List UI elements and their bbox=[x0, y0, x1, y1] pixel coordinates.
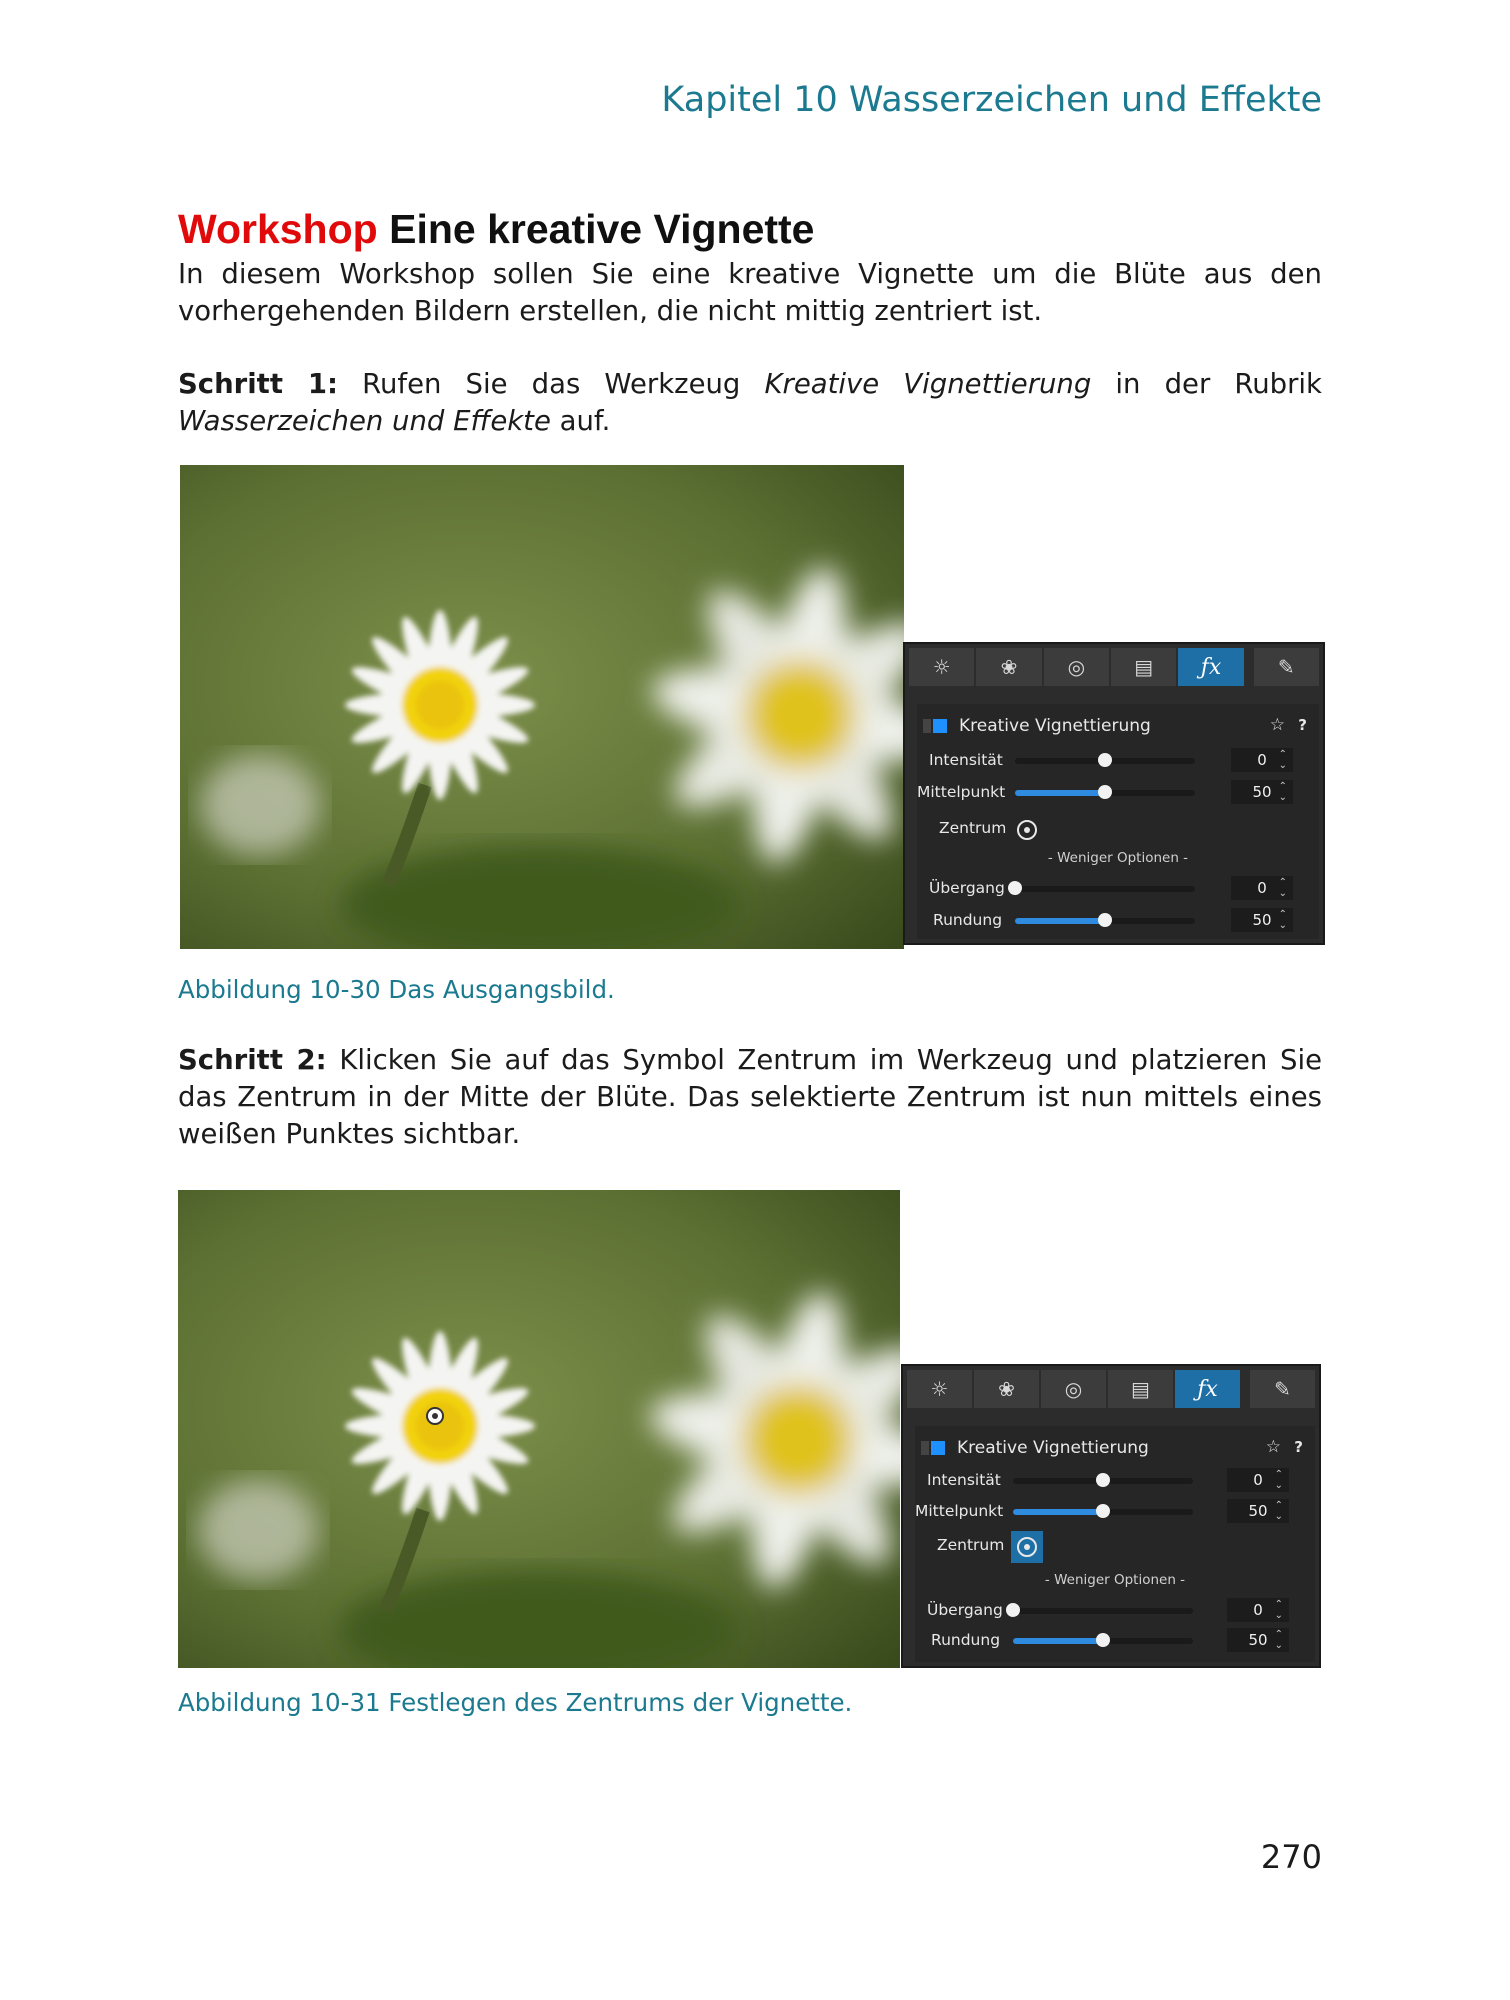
slider-row-mittelpunkt bbox=[917, 780, 1319, 804]
color-circles-icon[interactable]: ❀ bbox=[976, 648, 1041, 686]
tool-title: Kreative Vignettierung bbox=[959, 716, 1151, 736]
roundness-value-field[interactable] bbox=[1227, 1628, 1289, 1652]
zentrum-label: Zentrum bbox=[937, 1536, 1005, 1554]
value-text: 50 bbox=[1252, 783, 1272, 801]
step1-tool-name: Kreative Vignettierung bbox=[764, 368, 1092, 400]
tone-dial-icon[interactable]: ◎ bbox=[1041, 1370, 1106, 1408]
stepper-icon[interactable]: ⌃ ⌄ bbox=[1274, 1500, 1283, 1522]
panel-tabs bbox=[907, 1370, 1315, 1408]
daisy-photo-1 bbox=[180, 465, 904, 949]
midpoint-slider[interactable] bbox=[1013, 1509, 1193, 1515]
slider-row-intensitaet bbox=[917, 748, 1319, 772]
intro-paragraph: In diesem Workshop sollen Sie eine kreative Vignette um die Blüte aus den vorhergehenden Bildern erstellen, die nicht mittig zentriert ist. bbox=[178, 258, 1322, 327]
slider-knob[interactable] bbox=[1096, 1473, 1110, 1487]
midpoint-value-field[interactable] bbox=[1227, 1499, 1289, 1523]
step1-text-3: auf. bbox=[550, 405, 611, 437]
value-text: 0 bbox=[1257, 751, 1267, 769]
step2-label: Schritt 2: bbox=[178, 1044, 327, 1076]
zentrum-row bbox=[915, 1530, 1315, 1560]
color-circles-icon[interactable]: ❀ bbox=[974, 1370, 1039, 1408]
slider-label: Rundung bbox=[931, 1631, 1001, 1649]
stepper-icon[interactable]: ⌃ ⌄ bbox=[1274, 1469, 1283, 1491]
roundness-value-field[interactable] bbox=[1231, 908, 1293, 932]
fx-icon[interactable]: ƒx bbox=[1175, 1370, 1240, 1408]
slider-label: Übergang bbox=[927, 1601, 1003, 1619]
tab-separator bbox=[1242, 1370, 1248, 1408]
slider-fill bbox=[1015, 790, 1105, 796]
daisy-photo-1-art bbox=[180, 465, 904, 949]
intensity-value-field[interactable] bbox=[1231, 748, 1293, 772]
stepper-icon[interactable]: ⌃ ⌄ bbox=[1278, 877, 1287, 899]
transition-slider[interactable] bbox=[1015, 886, 1195, 892]
slider-knob[interactable] bbox=[1098, 913, 1112, 927]
chapter-header: Kapitel 10 Wasserzeichen und Effekte bbox=[661, 80, 1322, 120]
stepper-icon[interactable]: ⌃ ⌄ bbox=[1274, 1599, 1283, 1621]
tab-separator bbox=[1246, 648, 1252, 686]
step1-label: Schritt 1: bbox=[178, 368, 339, 400]
midpoint-slider[interactable] bbox=[1015, 790, 1195, 796]
slider-row-uebergang bbox=[917, 876, 1319, 900]
figure-caption-2: Abbildung 10-31 Festlegen des Zentrums der Vignette. bbox=[178, 1688, 853, 1717]
zentrum-button-selected[interactable] bbox=[1011, 1531, 1043, 1563]
tool-enable-checkbox[interactable] bbox=[931, 1441, 945, 1455]
brush-icon[interactable]: ✎ bbox=[1254, 648, 1319, 686]
heading-title: Eine kreative Vignette bbox=[389, 206, 815, 252]
slider-label: Mittelpunkt bbox=[915, 1502, 1004, 1520]
frame-icon[interactable]: ▤ bbox=[1111, 648, 1176, 686]
daisy-photo-2-art bbox=[178, 1190, 900, 1668]
value-text: 50 bbox=[1248, 1631, 1268, 1649]
value-text: 0 bbox=[1257, 879, 1267, 897]
step2-text: Klicken Sie auf das Symbol Zentrum im Werkzeug und platzieren Sie das Zentrum in der Mitte der Blüte. Das selektierte Zentrum ist nun mittels eines weißen Punktes sichtbar. bbox=[178, 1044, 1322, 1150]
roundness-slider[interactable] bbox=[1013, 1638, 1193, 1644]
slider-row-intensitaet bbox=[915, 1468, 1315, 1492]
daisy-photo-2 bbox=[178, 1190, 900, 1668]
step2-paragraph bbox=[178, 1042, 1322, 1153]
slider-row-rundung bbox=[915, 1628, 1315, 1652]
slider-label: Mittelpunkt bbox=[917, 783, 1006, 801]
target-icon bbox=[1017, 1537, 1037, 1557]
slider-row-mittelpunkt bbox=[915, 1499, 1315, 1523]
tool-header bbox=[925, 1436, 1307, 1462]
slider-knob[interactable] bbox=[1098, 753, 1112, 767]
transition-value-field[interactable] bbox=[1227, 1598, 1289, 1622]
tool-body bbox=[917, 704, 1319, 939]
tool-header bbox=[927, 714, 1311, 740]
vignette-panel-1 bbox=[903, 642, 1325, 945]
figure-caption-1: Abbildung 10-30 Das Ausgangsbild. bbox=[178, 975, 615, 1004]
panel-tabs bbox=[909, 648, 1319, 686]
sun-icon[interactable]: ☼ bbox=[907, 1370, 972, 1408]
step1-text-2: in der Rubrik bbox=[1091, 368, 1322, 400]
slider-knob[interactable] bbox=[1096, 1504, 1110, 1518]
transition-value-field[interactable] bbox=[1231, 876, 1293, 900]
value-text: 0 bbox=[1253, 1471, 1263, 1489]
step1-paragraph bbox=[178, 366, 1322, 440]
slider-knob[interactable] bbox=[1096, 1633, 1110, 1647]
target-icon bbox=[1017, 820, 1037, 840]
step1-text-1: Rufen Sie das Werkzeug bbox=[338, 368, 765, 400]
slider-knob[interactable] bbox=[1008, 881, 1022, 895]
slider-row-uebergang bbox=[915, 1598, 1315, 1622]
zentrum-row bbox=[917, 814, 1319, 844]
less-options-toggle[interactable]: - Weniger Optionen - bbox=[1047, 850, 1189, 866]
tool-body bbox=[915, 1426, 1315, 1662]
fx-icon[interactable]: ƒx bbox=[1178, 648, 1243, 686]
slider-knob[interactable] bbox=[1098, 785, 1112, 799]
favorite-star-icon[interactable]: ☆ bbox=[1265, 1437, 1281, 1457]
step1-category-name: Wasserzeichen und Effekte bbox=[178, 405, 551, 437]
slider-row-rundung bbox=[917, 908, 1319, 932]
value-text: 50 bbox=[1252, 911, 1272, 929]
intensity-slider[interactable] bbox=[1013, 1478, 1193, 1484]
slider-label: Intensität bbox=[929, 751, 1003, 769]
roundness-slider[interactable] bbox=[1015, 918, 1195, 924]
slider-fill bbox=[1015, 918, 1105, 924]
stepper-icon[interactable]: ⌃ ⌄ bbox=[1274, 1629, 1283, 1651]
slider-label: Übergang bbox=[929, 879, 1005, 897]
slider-fill bbox=[1013, 1638, 1103, 1644]
tool-title: Kreative Vignettierung bbox=[957, 1438, 1149, 1458]
favorite-star-icon[interactable]: ☆ bbox=[1269, 715, 1285, 735]
help-icon[interactable]: ? bbox=[1294, 1438, 1303, 1456]
slider-knob[interactable] bbox=[1006, 1603, 1020, 1617]
tone-dial-icon[interactable]: ◎ bbox=[1044, 648, 1109, 686]
slider-label: Rundung bbox=[933, 911, 1003, 929]
transition-slider[interactable] bbox=[1013, 1608, 1193, 1614]
value-text: 50 bbox=[1248, 1502, 1268, 1520]
midpoint-value-field[interactable] bbox=[1231, 780, 1293, 804]
help-icon[interactable]: ? bbox=[1298, 716, 1307, 734]
vignette-panel-2 bbox=[901, 1364, 1321, 1668]
intensity-slider[interactable] bbox=[1015, 758, 1195, 764]
heading-prefix: Workshop bbox=[178, 206, 378, 252]
stepper-icon[interactable]: ⌃ ⌄ bbox=[1278, 749, 1287, 771]
stepper-icon[interactable]: ⌃ ⌄ bbox=[1278, 781, 1287, 803]
intensity-value-field[interactable] bbox=[1227, 1468, 1289, 1492]
brush-icon[interactable]: ✎ bbox=[1250, 1370, 1315, 1408]
tool-enable-checkbox[interactable] bbox=[933, 719, 947, 733]
stepper-icon[interactable]: ⌃ ⌄ bbox=[1278, 909, 1287, 931]
value-text: 0 bbox=[1253, 1601, 1263, 1619]
frame-icon[interactable]: ▤ bbox=[1108, 1370, 1173, 1408]
page-number: 270 bbox=[1260, 1838, 1322, 1876]
sun-icon[interactable]: ☼ bbox=[909, 648, 974, 686]
section-heading bbox=[178, 206, 814, 253]
slider-label: Intensität bbox=[927, 1471, 1001, 1489]
zentrum-label: Zentrum bbox=[939, 819, 1007, 837]
slider-fill bbox=[1013, 1509, 1103, 1515]
zentrum-button[interactable] bbox=[1013, 816, 1041, 844]
less-options-toggle[interactable]: - Weniger Optionen - bbox=[1044, 1572, 1186, 1588]
